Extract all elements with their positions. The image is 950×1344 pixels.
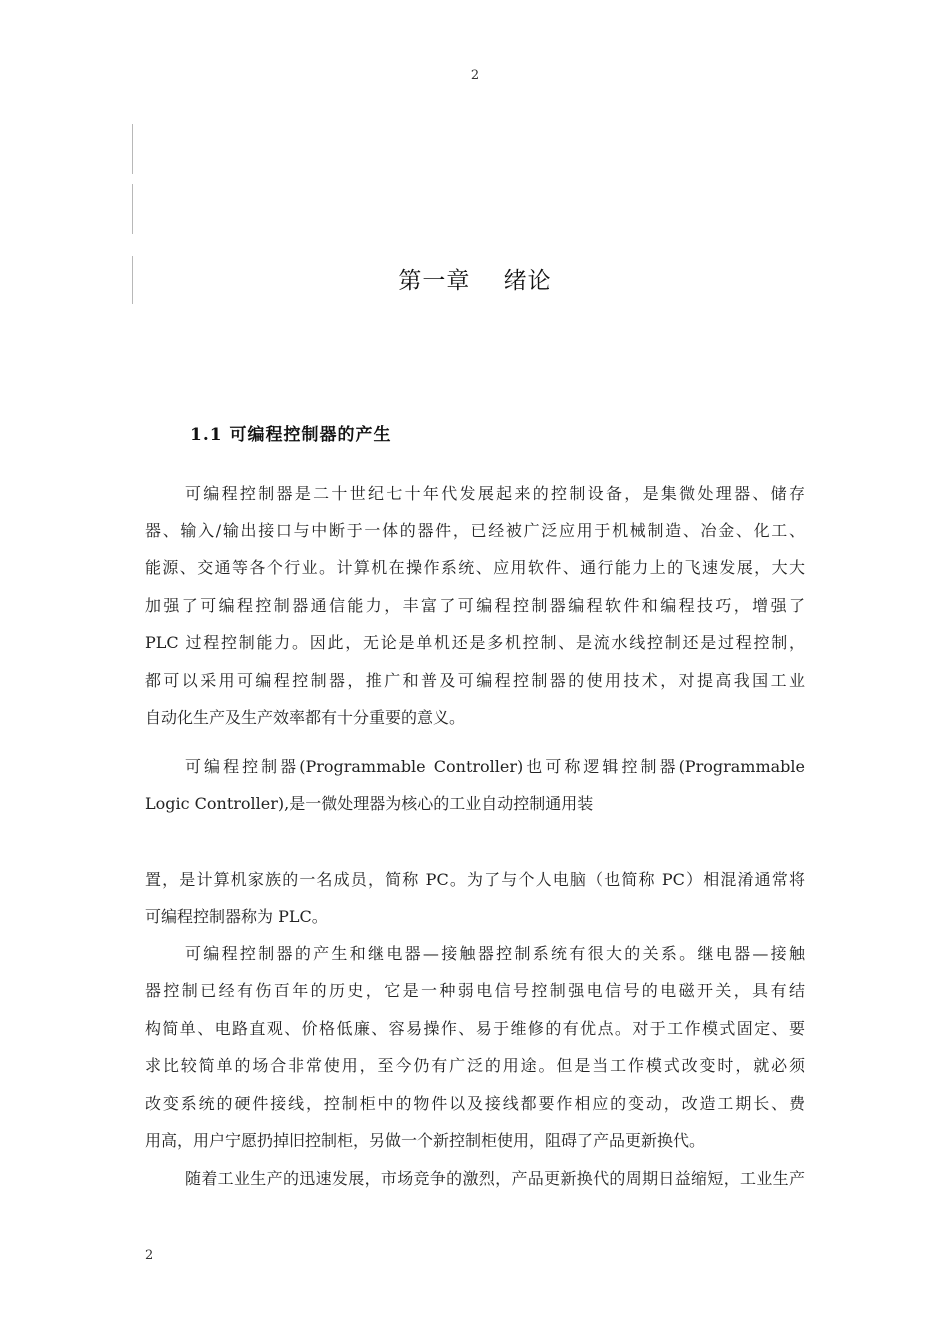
margin-rule [132,184,133,234]
paragraph-line: PLC 过程控制能力。因此，无论是单机还是多机控制、是流水线控制还是过程控制， [145,633,805,652]
paragraph-line: 可编程控制器(Programmable Controller)也可称逻辑控制器(Programmable [185,757,805,776]
paragraph-line: 随着工业生产的迅速发展，市场竞争的激烈，产品更新换代的周期日益缩短，工业生产 [185,1169,805,1188]
paragraph-line: 构简单、电路直观、价格低廉、容易操作、易于维修的有优点。对于工作模式固定、要 [145,1019,805,1038]
paragraph-line: 自动化生产及生产效率都有十分重要的意义。 [145,708,466,727]
paragraph-line: 求比较简单的场合非常使用，至今仍有广泛的用途。但是当工作模式改变时，就必须 [145,1056,805,1075]
paragraph-line: 器、输入/输出接口与中断于一体的器件，已经被广泛应用于机械制造、冶金、化工、 [145,521,805,540]
paragraph-line: 用高，用户宁愿扔掉旧控制柜，另做一个新控制柜使用，阻碍了产品更新换代。 [145,1131,706,1150]
paragraph-line: 可编程控制器称为 PLC。 [145,907,328,926]
paragraph-line: 都可以采用可编程控制器，推广和普及可编程控制器的使用技术，对提高我国工业 [145,671,805,690]
page-number-bottom: 2 [145,1248,154,1263]
paragraph-line: 可编程控制器是二十世纪七十年代发展起来的控制设备，是集微处理器、储存 [185,484,805,503]
paragraph-line: 器控制已经有伤百年的历史，它是一种弱电信号控制强电信号的电磁开关，具有结 [145,981,805,1000]
chapter-title: 第一章 绪论 [398,268,552,294]
paragraph-line: 可编程控制器的产生和继电器—接触器控制系统有很大的关系。继电器—接触 [185,944,805,963]
paragraph-line: 能源、交通等各个行业。计算机在操作系统、应用软件、通行能力上的飞速发展，大大 [145,558,805,577]
page-number-top: 2 [470,68,480,83]
section-heading: 1.1 可编程控制器的产生 [190,425,392,445]
paragraph-line: Logic Controller),是一微处理器为核心的工业自动控制通用装 [145,794,594,813]
paragraph-line: 加强了可编程控制器通信能力，丰富了可编程控制器编程软件和编程技巧，增强了 [145,596,805,615]
paragraph-line: 置，是计算机家族的一名成员，简称 PC。为了与个人电脑（也简称 PC）相混淆通常将 [145,870,805,889]
margin-rule [132,124,133,174]
paragraph-line: 改变系统的硬件接线，控制柜中的物件以及接线都要作相应的变动，改造工期长、费 [145,1094,805,1113]
